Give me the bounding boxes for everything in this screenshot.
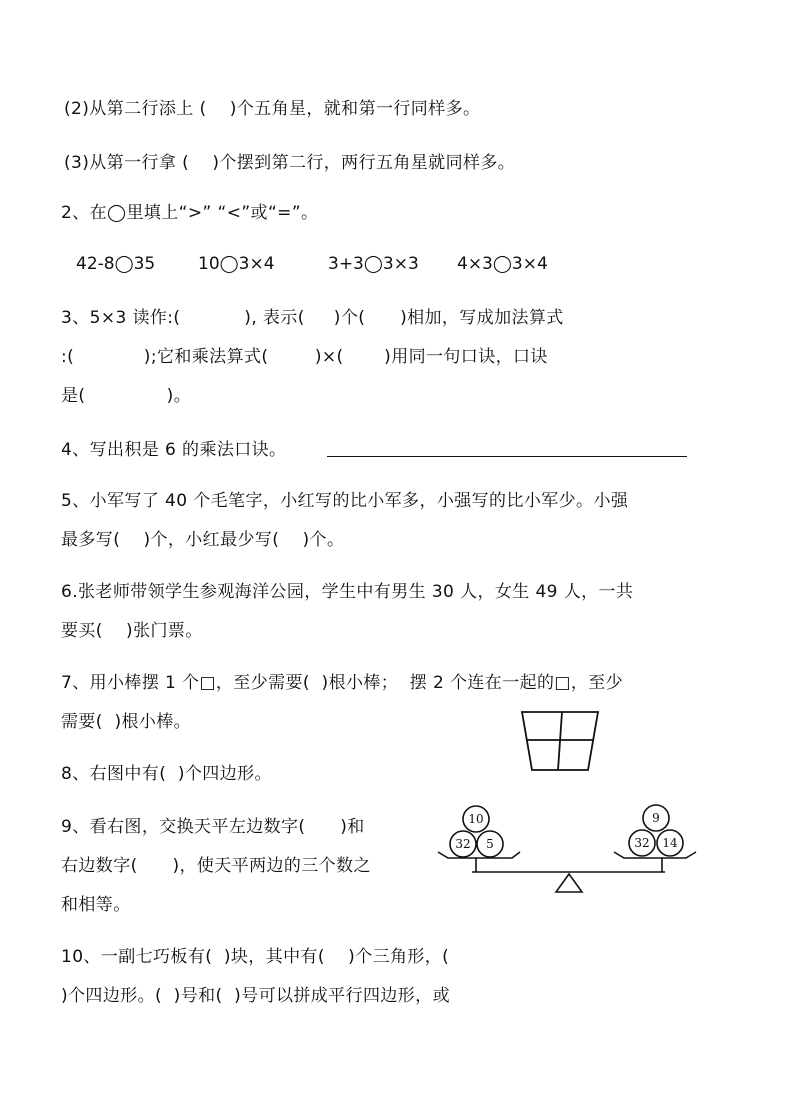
compare-item: 3+3◯3×3 xyxy=(328,254,419,274)
question-5-line-1: 5、小军写了 40 个毛笔字，小红写的比小军多，小强写的比小军少。小强 xyxy=(61,491,629,511)
question-9-line-1: 9、看右图，交换天平左边数字( )和 xyxy=(61,817,365,837)
question-6-line-2: 要买( )张门票。 xyxy=(61,621,203,641)
question-1-part-3: (3)从第一行拿 ( )个摆到第二行，两行五角星就同样多。 xyxy=(64,153,516,173)
left-pan xyxy=(438,852,520,858)
question-10-line-2: )个四边形。( )号和( )号可以拼成平行四边形，或 xyxy=(61,986,450,1006)
question-6-line-1: 6.张老师带领学生参观海洋公园，学生中有男生 30 人，女生 49 人，一共 xyxy=(61,582,634,602)
compare-item: 42-8◯35 xyxy=(76,254,156,274)
left-top-number: 10 xyxy=(468,812,484,826)
answer-line xyxy=(327,456,687,457)
question-3-line-3: 是( )。 xyxy=(61,386,192,406)
right-bottom-right-number: 14 xyxy=(662,836,678,850)
left-bottom-right-number: 5 xyxy=(486,837,494,851)
question-4: 4、写出积是 6 的乘法口诀。 xyxy=(61,440,287,460)
question-2-title: 2、在◯里填上“>” “<”或“=”。 xyxy=(61,203,319,223)
right-top-number: 9 xyxy=(652,811,660,825)
question-7-line-1: 7、用小棒摆 1 个□，至少需要( )根小棒； 摆 2 个连在一起的□，至少 xyxy=(61,673,624,693)
question-10-line-1: 10、一副七巧板有( )块，其中有( )个三角形，( xyxy=(61,947,450,967)
compare-item: 4×3◯3×4 xyxy=(457,254,548,274)
question-1-part-2: (2)从第二行添上 ( )个五角星，就和第一行同样多。 xyxy=(64,99,481,119)
balance-scale-figure xyxy=(430,800,700,897)
question-9-line-2: 右边数字( )，使天平两边的三个数之 xyxy=(61,856,371,876)
question-3-line-1: 3、5×3 读作:( ), 表示( )个( )相加，写成加法算式 xyxy=(61,308,564,328)
question-8: 8、右图中有( )个四边形。 xyxy=(61,764,272,784)
right-bottom-left-number: 32 xyxy=(634,836,650,850)
right-pan xyxy=(614,852,696,858)
compare-item: 10◯3×4 xyxy=(198,254,275,274)
question-5-line-2: 最多写( )个，小红最少写( )个。 xyxy=(61,530,345,550)
question-3-line-2: :( );它和乘法算式( )×( )用同一句口诀，口诀 xyxy=(61,347,548,367)
balance-fulcrum xyxy=(556,874,582,892)
question-9-line-3: 和相等。 xyxy=(61,895,131,915)
quadrilateral-figure xyxy=(518,708,602,776)
question-7-line-2: 需要( )根小棒。 xyxy=(61,712,192,732)
trapezoid-vertical-line xyxy=(558,712,562,770)
left-bottom-left-number: 32 xyxy=(455,837,471,851)
